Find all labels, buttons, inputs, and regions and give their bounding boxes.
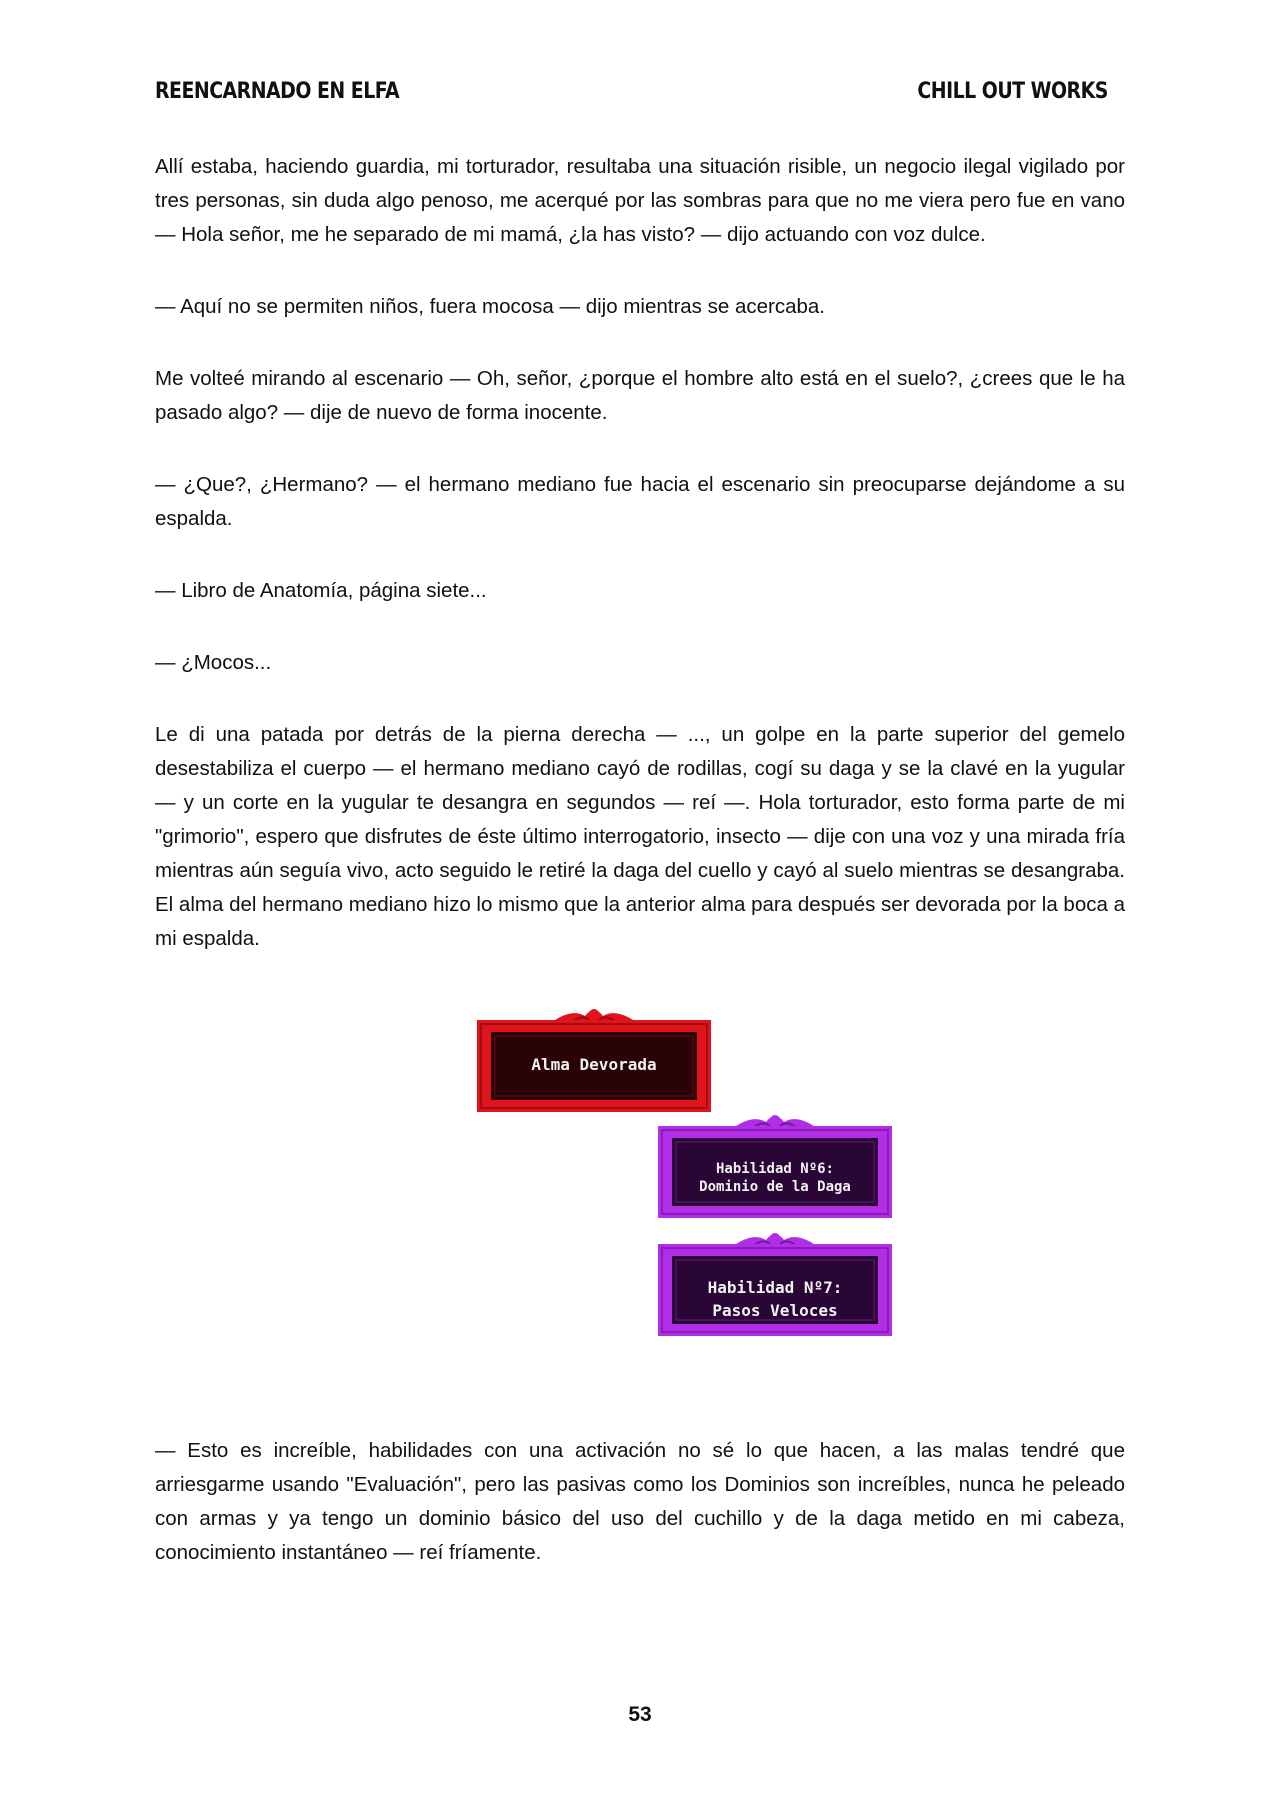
page-body [155,150,1125,1608]
paragraph: Me volteé mirando al escenario — Oh, señor, ¿porque el hombre alto está en el suelo?, ¿crees que le ha pasado algo? — dije de nuevo de forma inocente. [155,367,1125,424]
soul-devoured-badge [477,1002,711,1094]
publisher-name: CHILL OUT WORKS [917,78,1108,104]
paragraph: Allí estaba, haciendo guardia, mi torturador, resultaba una situación risible, un negocio ilegal vigilado por tres personas, sin duda algo penoso, me acerqué por las sombras para que no me viera pero fue en vano — Hola señor, me he separado de mi mamá, ¿la has visto? — dijo actuando con voz dulce. [155,155,1125,246]
paragraph: — ¿Mocos... [155,651,272,674]
skill-7-badge [658,1226,892,1318]
paragraph: — Libro de Anatomía, página siete... [155,579,487,602]
badge-label: Habilidad Nº7: Pasos Veloces [707,1278,843,1320]
closing-paragraph: — Esto es increíble, habilidades con una activación no sé lo que hacen, a las malas tendré que arriesgarme usando "Evaluación", pero las pasivas como los Dominios son increíbles, nunca he peleado con armas y ya tengo un dominio básico del uso del cuchillo y de la daga metido en mi cabeza, conocimiento instantáneo — reí fríamente. [155,1439,1125,1564]
page-header [155,74,1108,108]
page-number: 53 [628,1703,652,1726]
badge-label: Alma Devorada [531,1055,657,1074]
book-title: REENCARNADO EN ELFA [155,78,400,104]
paragraph: — ¿Que?, ¿Hermano? — el hermano mediano fue hacia el escenario sin preocuparse dejándome a su espalda. [155,473,1125,530]
paragraph: Le di una patada por detrás de la pierna derecha — ..., un golpe en la parte superior del gemelo desestabiliza el cuerpo — el hermano mediano cayó de rodillas, cogí su daga y se la clavé en la yugular — y un corte en la yugular te desangra en segundos — reí —. Hola torturador, esto forma parte de mi "grimorio", espero que disfrutes de éste último interrogatorio, insecto — dije con una voz y una mirada fría mientras aún seguía vivo, acto seguido le retiré la daga del cuello y cayó al suelo mientras se desangraba. El alma del hermano mediano hizo lo mismo que la anterior alma para después ser devorada por la boca a mi espalda. [155,723,1125,950]
skill-notifications [155,1002,1125,1382]
skill-6-badge [658,1108,892,1200]
paragraph: — Aquí no se permiten niños, fuera mocosa — dijo mientras se acercaba. [155,295,826,318]
badge-label: Habilidad Nº6: Dominio de la Daga [699,1161,851,1195]
